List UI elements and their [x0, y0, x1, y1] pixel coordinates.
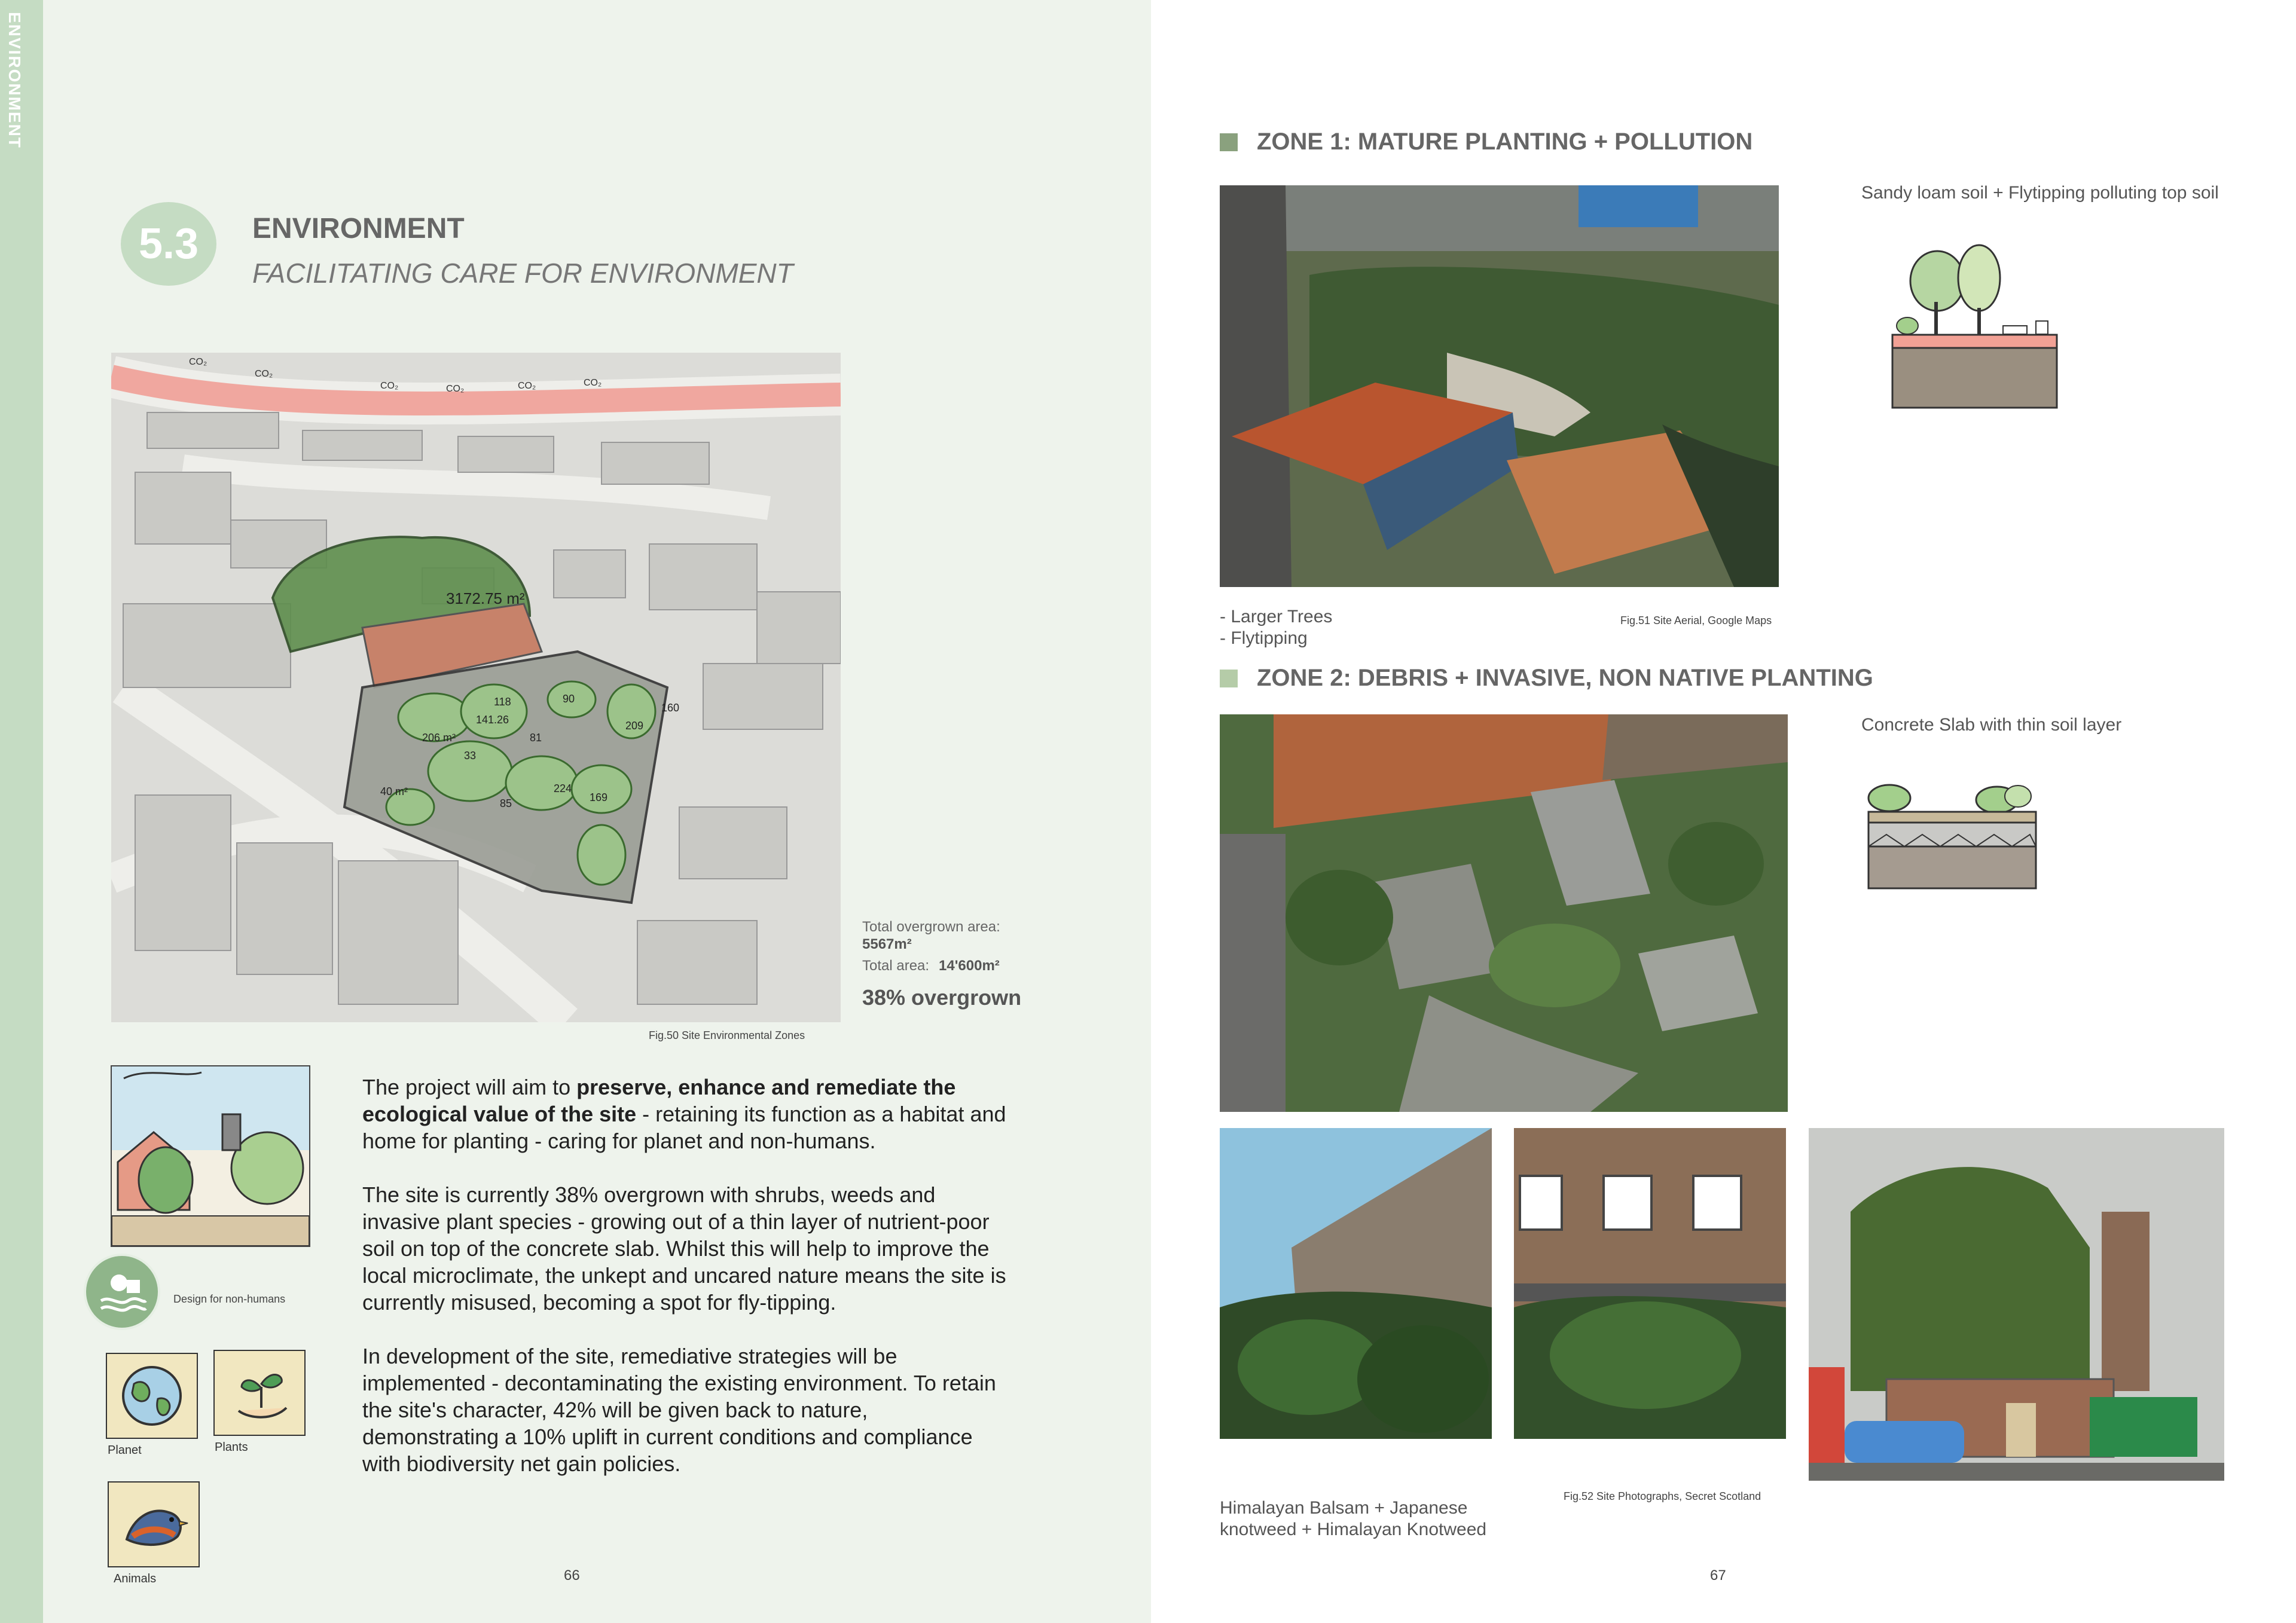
non-humans-illustration [111, 1065, 310, 1247]
body-paragraph-2: The site is currently 38% overgrown with shrubs, weeds and invasive plant species - growing out of a thin layer of nutrient-poor soil on top of the concrete slab. Whilst this will help to improve the local microclimate, the unkept and uncared nature means the site is currently misused, becoming a spot for fly-tipping. [362, 1182, 1006, 1315]
zone-1-caption: Fig.51 Site Aerial, Google Maps [1620, 615, 1772, 626]
map-area-label: 169 [590, 791, 608, 803]
side-tab [0, 0, 43, 1623]
map-pollution-label: CO₂ [255, 369, 273, 379]
total-area-value: 14'600m² [939, 958, 1000, 974]
zone-2-caption: Fig.52 Site Photographs, Secret Scotland [1564, 1490, 1761, 1502]
map-area-label: 118 [494, 696, 511, 708]
overgrown-area-label: Total overgrown area: [862, 919, 1000, 935]
zone-1-list-item-1: - Larger Trees [1220, 607, 1333, 626]
body-paragraph-3: In development of the site, remediative strategies will be implemented - decontaminating the existing environment. To retain the site's character, 42% will be given back to nature, demonstrating a 10% uplift in current conditions and compliance with biodiversity net gain policies. [362, 1344, 996, 1476]
map-pollution-label: CO₂ [518, 381, 536, 391]
illustration-caption: Design for non-humans [173, 1293, 286, 1305]
map-area-label: 206 m² [422, 732, 456, 744]
right-page [1151, 0, 2296, 1623]
animals-label: Animals [114, 1572, 157, 1585]
zone-1-square [1220, 133, 1238, 151]
map-area-label: 85 [500, 797, 512, 809]
body-text [362, 1074, 1008, 1504]
site-photo-2 [1514, 1128, 1786, 1439]
zone-1-heading [1220, 129, 1752, 155]
map-pollution-label: CO₂ [584, 378, 602, 388]
zone-1-list-item-2: - Flytipping [1220, 628, 1308, 648]
planet-icon [106, 1353, 198, 1439]
site-environmental-zones-map [111, 353, 841, 1022]
overgrown-percentage: 38% overgrown [862, 985, 1022, 1010]
overgrown-area-value: 5567m² [862, 936, 912, 952]
site-photo-3 [1809, 1128, 2224, 1481]
map-area-label: 40 m² [380, 785, 408, 797]
map-area-label: 224 [554, 783, 572, 794]
zone-1-title: ZONE 1: MATURE PLANTING + POLLUTION [1257, 129, 1753, 155]
zone-2-soil-note: Concrete Slab with thin soil layer [1861, 715, 2122, 735]
zone-1-soil-diagram [1874, 242, 2066, 415]
zone-2-heading [1220, 665, 1873, 692]
map-caption: Fig.50 Site Environmental Zones [649, 1029, 805, 1041]
animals-icon [108, 1481, 200, 1567]
map-area-label: 160 [661, 702, 680, 714]
map-area-label: 81 [530, 732, 542, 744]
map-area-label: 90 [563, 693, 575, 705]
page-number-left: 66 [564, 1567, 580, 1584]
body-paragraph-1: The project will aim to preserve, enhance and remediate the ecological value of the site - retaining its function as a habitat and home for planting - caring for planet and non-humans. [362, 1075, 1006, 1153]
zone-2-aerial-photo [1220, 714, 1788, 1112]
map-area-label: 33 [464, 750, 477, 762]
side-tab-label: ENVIRONMENT [5, 12, 24, 149]
section-title: ENVIRONMENT [252, 213, 465, 244]
zone-1-soil-note: Sandy loam soil + Flytipping polluting top soil [1861, 183, 2219, 203]
map-pollution-label: CO₂ [380, 381, 399, 391]
section-subtitle: FACILITATING CARE FOR ENVIRONMENT [252, 258, 793, 289]
section-number-badge: 5.3 [121, 202, 216, 286]
zone-2-soil-diagram [1857, 777, 2048, 897]
design-for-non-humans-icon [84, 1254, 160, 1330]
map-pollution-label: CO₂ [446, 384, 465, 394]
zone-2-species: Himalayan Balsam + Japanese knotweed + Himalayan Knotweed [1220, 1498, 1487, 1539]
total-area-label: Total area: [862, 958, 930, 974]
plants-icon [213, 1350, 306, 1436]
zone-2-square [1220, 670, 1238, 687]
site-photo-1 [1220, 1128, 1492, 1439]
map-pollution-label: CO₂ [189, 357, 207, 367]
zone-2-title: ZONE 2: DEBRIS + INVASIVE, NON NATIVE PLANTING [1257, 665, 1873, 691]
zone-1-aerial-photo [1220, 185, 1779, 587]
map-area-label: 209 [625, 720, 644, 732]
plants-label: Plants [215, 1441, 248, 1454]
page-number-right: 67 [1710, 1567, 1726, 1584]
planet-label: Planet [108, 1444, 142, 1457]
map-area-label: 3172.75 m² [446, 589, 525, 607]
map-area-label: 141.26 [476, 714, 509, 726]
